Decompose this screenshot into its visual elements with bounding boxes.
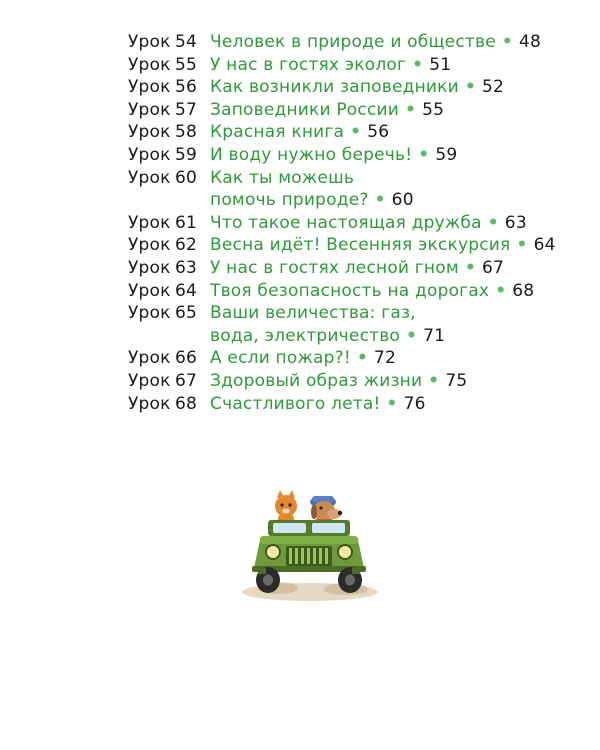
leader-dot-icon: • [405, 99, 417, 120]
leader-dot-icon: • [406, 325, 418, 346]
lesson-title-block [210, 167, 588, 212]
lesson-title: Человек в природе и обществе [210, 32, 496, 52]
toc-entry [128, 121, 588, 144]
lesson-title: Твоя безопасность на дорогах [210, 280, 490, 301]
lesson-title: У нас в гостях эколог [210, 54, 407, 75]
lesson-label: Урок [128, 280, 171, 301]
page-number: 72 [373, 348, 396, 369]
page-number: 52 [481, 77, 504, 98]
toc-entry [128, 31, 588, 54]
lesson-title: Как возникли заповедники [210, 77, 459, 98]
lesson-title: Красная книга [210, 122, 345, 143]
table-of-contents [128, 31, 588, 415]
page-number: 56 [367, 122, 390, 143]
leader-dot-icon: • [428, 370, 440, 391]
lesson-label: Урок [128, 212, 171, 233]
lesson-number: 55 [175, 54, 198, 75]
lesson-title-line [210, 144, 588, 167]
page-number: 64 [533, 235, 556, 256]
lesson-label: Урок [128, 167, 171, 188]
lesson-number: 58 [175, 122, 198, 143]
lesson-title-line [210, 302, 588, 325]
lesson-title-line [210, 167, 588, 190]
lesson-title-block [210, 212, 588, 235]
lesson-title-block [210, 280, 588, 303]
page-number: 55 [422, 99, 445, 120]
page-number: 59 [435, 144, 458, 165]
lesson-title: помочь природе? [210, 190, 369, 211]
lesson-title: вода, электричество [210, 325, 401, 346]
lesson-number: 60 [175, 167, 198, 188]
toc-entry [128, 347, 588, 370]
lesson-title-block [210, 257, 588, 280]
lesson-label: Урок [128, 348, 171, 369]
page-number: 48 [518, 32, 541, 52]
lesson-number: 64 [175, 280, 198, 301]
toc-entry [128, 370, 588, 393]
lesson-label: Урок [128, 99, 171, 120]
lesson-title: Ваши величества: газ, [210, 303, 416, 324]
lesson-title-block [210, 234, 588, 257]
leader-dot-icon: • [412, 54, 424, 75]
lesson-title-block [210, 393, 588, 416]
page-number: 63 [504, 212, 527, 233]
lesson-label: Урок [128, 370, 171, 391]
lesson-label: Урок [128, 122, 171, 143]
leader-dot-icon: • [495, 280, 507, 301]
lesson-title: У нас в гостях лесной гном [210, 257, 459, 278]
leader-dot-icon: • [501, 32, 513, 52]
lesson-number: 56 [175, 77, 198, 98]
lesson-title-line [210, 212, 588, 235]
lesson-label: Урок [128, 235, 171, 256]
lesson-title-block [210, 144, 588, 167]
toc-entry [128, 167, 588, 212]
lesson-label: Урок [128, 144, 171, 165]
lesson-label: Урок [128, 257, 171, 278]
lesson-number: 57 [175, 99, 198, 120]
lesson-title-block [210, 76, 588, 99]
lesson-title-block [210, 302, 588, 347]
lesson-title-line [210, 121, 588, 144]
page-number: 71 [423, 325, 446, 346]
lesson-title-block [210, 347, 588, 370]
page-number: 76 [403, 393, 426, 414]
toc-entry [128, 54, 588, 77]
toc-entry [128, 99, 588, 122]
lesson-title: Счастливого лета! [210, 393, 381, 414]
lesson-number: 66 [175, 348, 198, 369]
lesson-title-block [210, 370, 588, 393]
lesson-number: 61 [175, 212, 198, 233]
lesson-title-block [210, 121, 588, 144]
lesson-title-line [210, 370, 588, 393]
leader-dot-icon: • [418, 144, 430, 165]
lesson-number: 68 [175, 393, 198, 414]
toc-entry [128, 393, 588, 416]
lesson-label: Урок [128, 32, 171, 52]
lesson-title: И воду нужно беречь! [210, 144, 413, 165]
lesson-number: 54 [175, 32, 198, 52]
page-number: 60 [391, 190, 414, 211]
leader-dot-icon: • [487, 212, 499, 233]
leader-dot-icon: • [516, 235, 528, 256]
lesson-title-block [210, 54, 588, 77]
toc-entry [128, 234, 588, 257]
lesson-title: Весна идёт! Весенняя экскурсия [210, 235, 511, 256]
lesson-title: Как ты можешь [210, 167, 355, 188]
lesson-label: Урок [128, 303, 171, 324]
lesson-title: Заповедники России [210, 99, 399, 120]
lesson-label: Урок [128, 77, 171, 98]
lesson-title-block [210, 31, 588, 54]
leader-dot-icon: • [374, 190, 386, 211]
lesson-number: 67 [175, 370, 198, 391]
lesson-label: Урок [128, 393, 171, 414]
toc-entry [128, 144, 588, 167]
page-number: 68 [512, 280, 535, 301]
lesson-title-line [210, 189, 588, 212]
leader-dot-icon: • [464, 77, 476, 98]
lesson-title-line [210, 76, 588, 99]
lesson-title-line [210, 393, 588, 416]
lesson-title: А если пожар?! [210, 348, 351, 369]
leader-dot-icon: • [464, 257, 476, 278]
toc-entry [128, 76, 588, 99]
jeep-with-animals-illustration [238, 488, 380, 606]
lesson-title-line [210, 54, 588, 77]
toc-entry [128, 302, 588, 347]
lesson-title-line [210, 31, 588, 54]
lesson-title-line [210, 325, 588, 348]
toc-entry [128, 257, 588, 280]
leader-dot-icon: • [356, 348, 368, 369]
lesson-number: 63 [175, 257, 198, 278]
lesson-number: 62 [175, 235, 198, 256]
toc-entry [128, 212, 588, 235]
lesson-number: 59 [175, 144, 198, 165]
leader-dot-icon: • [386, 393, 398, 414]
toc-entry [128, 280, 588, 303]
lesson-title-line [210, 280, 588, 303]
lesson-number: 65 [175, 303, 198, 324]
lesson-title-line [210, 257, 588, 280]
lesson-label: Урок [128, 54, 171, 75]
lesson-title: Здоровый образ жизни [210, 370, 423, 391]
lesson-title-line [210, 347, 588, 370]
lesson-title-block [210, 99, 588, 122]
page-number: 75 [445, 370, 468, 391]
lesson-title-line [210, 99, 588, 122]
page-number: 67 [481, 257, 504, 278]
leader-dot-icon: • [350, 122, 362, 143]
page-number: 51 [429, 54, 452, 75]
lesson-title-line [210, 234, 588, 257]
lesson-title: Что такое настоящая дружба [210, 212, 482, 233]
